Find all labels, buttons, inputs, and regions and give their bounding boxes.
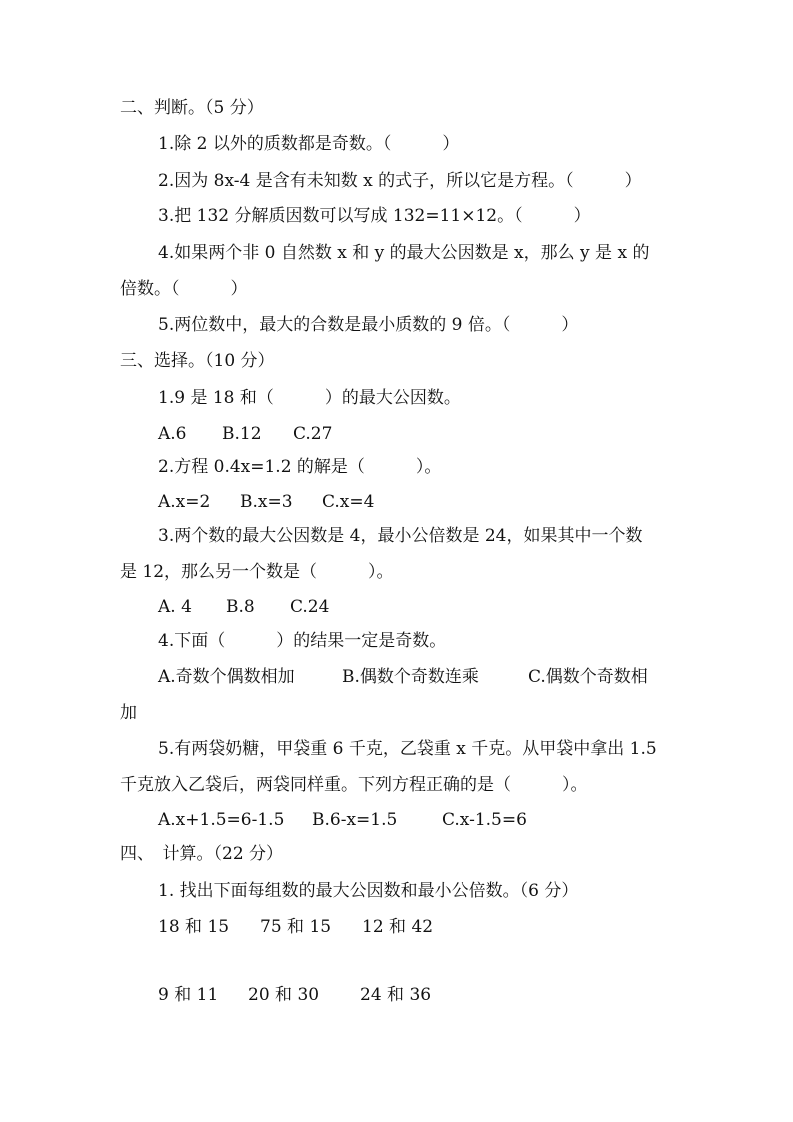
calc-pair-1: 18 和 15 — [158, 917, 230, 937]
section-heading-calc: 四、 计算。（22 分） — [120, 844, 284, 864]
choose-q5-option-b: B.6-x=1.5 — [312, 810, 398, 830]
judge-item-4-line1: 4.如果两个非 0 自然数 x 和 y 的最大公因数是 x，那么 y 是 x 的 — [158, 243, 650, 263]
choose-q3-line2: 是 12，那么另一个数是（ ）。 — [120, 562, 394, 582]
choose-q4-option-c-continued: 加 — [120, 703, 137, 723]
choose-q4-option-b: B.偶数个奇数连乘 — [342, 667, 479, 687]
calc-pair-4: 9 和 11 — [158, 985, 219, 1005]
choose-q4: 4.下面（ ）的结果一定是奇数。 — [158, 631, 447, 651]
choose-q5-line1: 5.有两袋奶糖，甲袋重 6 千克，乙袋重 x 千克。从甲袋中拿出 1.5 — [158, 739, 657, 759]
judge-item-3: 3.把 132 分解质因数可以写成 132=11×12。（ ） — [158, 206, 591, 226]
calc-pair-5: 20 和 30 — [248, 985, 320, 1005]
judge-item-4-line2: 倍数。（ ） — [120, 279, 248, 299]
choose-q3-line1: 3.两个数的最大公因数是 4，最小公倍数是 24，如果其中一个数 — [158, 526, 643, 546]
choose-q2-option-b: B.x=3 — [240, 492, 293, 512]
judge-item-5: 5.两位数中，最大的合数是最小质数的 9 倍。（ ） — [158, 315, 579, 335]
choose-q2-option-a: A.x=2 — [158, 492, 211, 512]
choose-q5-line2: 千克放入乙袋后，两袋同样重。下列方程正确的是（ ）。 — [120, 775, 588, 795]
section-heading-judge: 二、判断。（5 分） — [120, 98, 264, 118]
choose-q2: 2.方程 0.4x=1.2 的解是（ ）。 — [158, 457, 442, 477]
choose-q1: 1.9 是 18 和（ ）的最大公因数。 — [158, 388, 461, 408]
choose-q5-option-a: A.x+1.5=6-1.5 — [158, 810, 285, 830]
calc-q1: 1. 找出下面每组数的最大公因数和最小公倍数。（6 分） — [158, 881, 579, 901]
choose-q4-option-a: A.奇数个偶数相加 — [158, 667, 295, 687]
choose-q3-option-c: C.24 — [290, 597, 330, 617]
choose-q1-option-c: C.27 — [293, 424, 333, 444]
choose-q1-option-b: B.12 — [222, 424, 262, 444]
judge-item-1: 1.除 2 以外的质数都是奇数。（ ） — [158, 134, 460, 154]
choose-q5-option-c: C.x-1.5=6 — [442, 810, 527, 830]
calc-pair-3: 12 和 42 — [362, 917, 434, 937]
calc-pair-2: 75 和 15 — [260, 917, 332, 937]
choose-q2-option-c: C.x=4 — [322, 492, 375, 512]
calc-pair-6: 24 和 36 — [360, 985, 432, 1005]
choose-q3-option-a: A. 4 — [158, 597, 192, 617]
judge-item-2: 2.因为 8x-4 是含有未知数 x 的式子，所以它是方程。（ ） — [158, 171, 642, 191]
choose-q3-option-b: B.8 — [226, 597, 255, 617]
choose-q4-option-c: C.偶数个奇数相 — [528, 667, 648, 687]
choose-q1-option-a: A.6 — [158, 424, 187, 444]
section-heading-choose: 三、选择。（10 分） — [120, 351, 275, 371]
